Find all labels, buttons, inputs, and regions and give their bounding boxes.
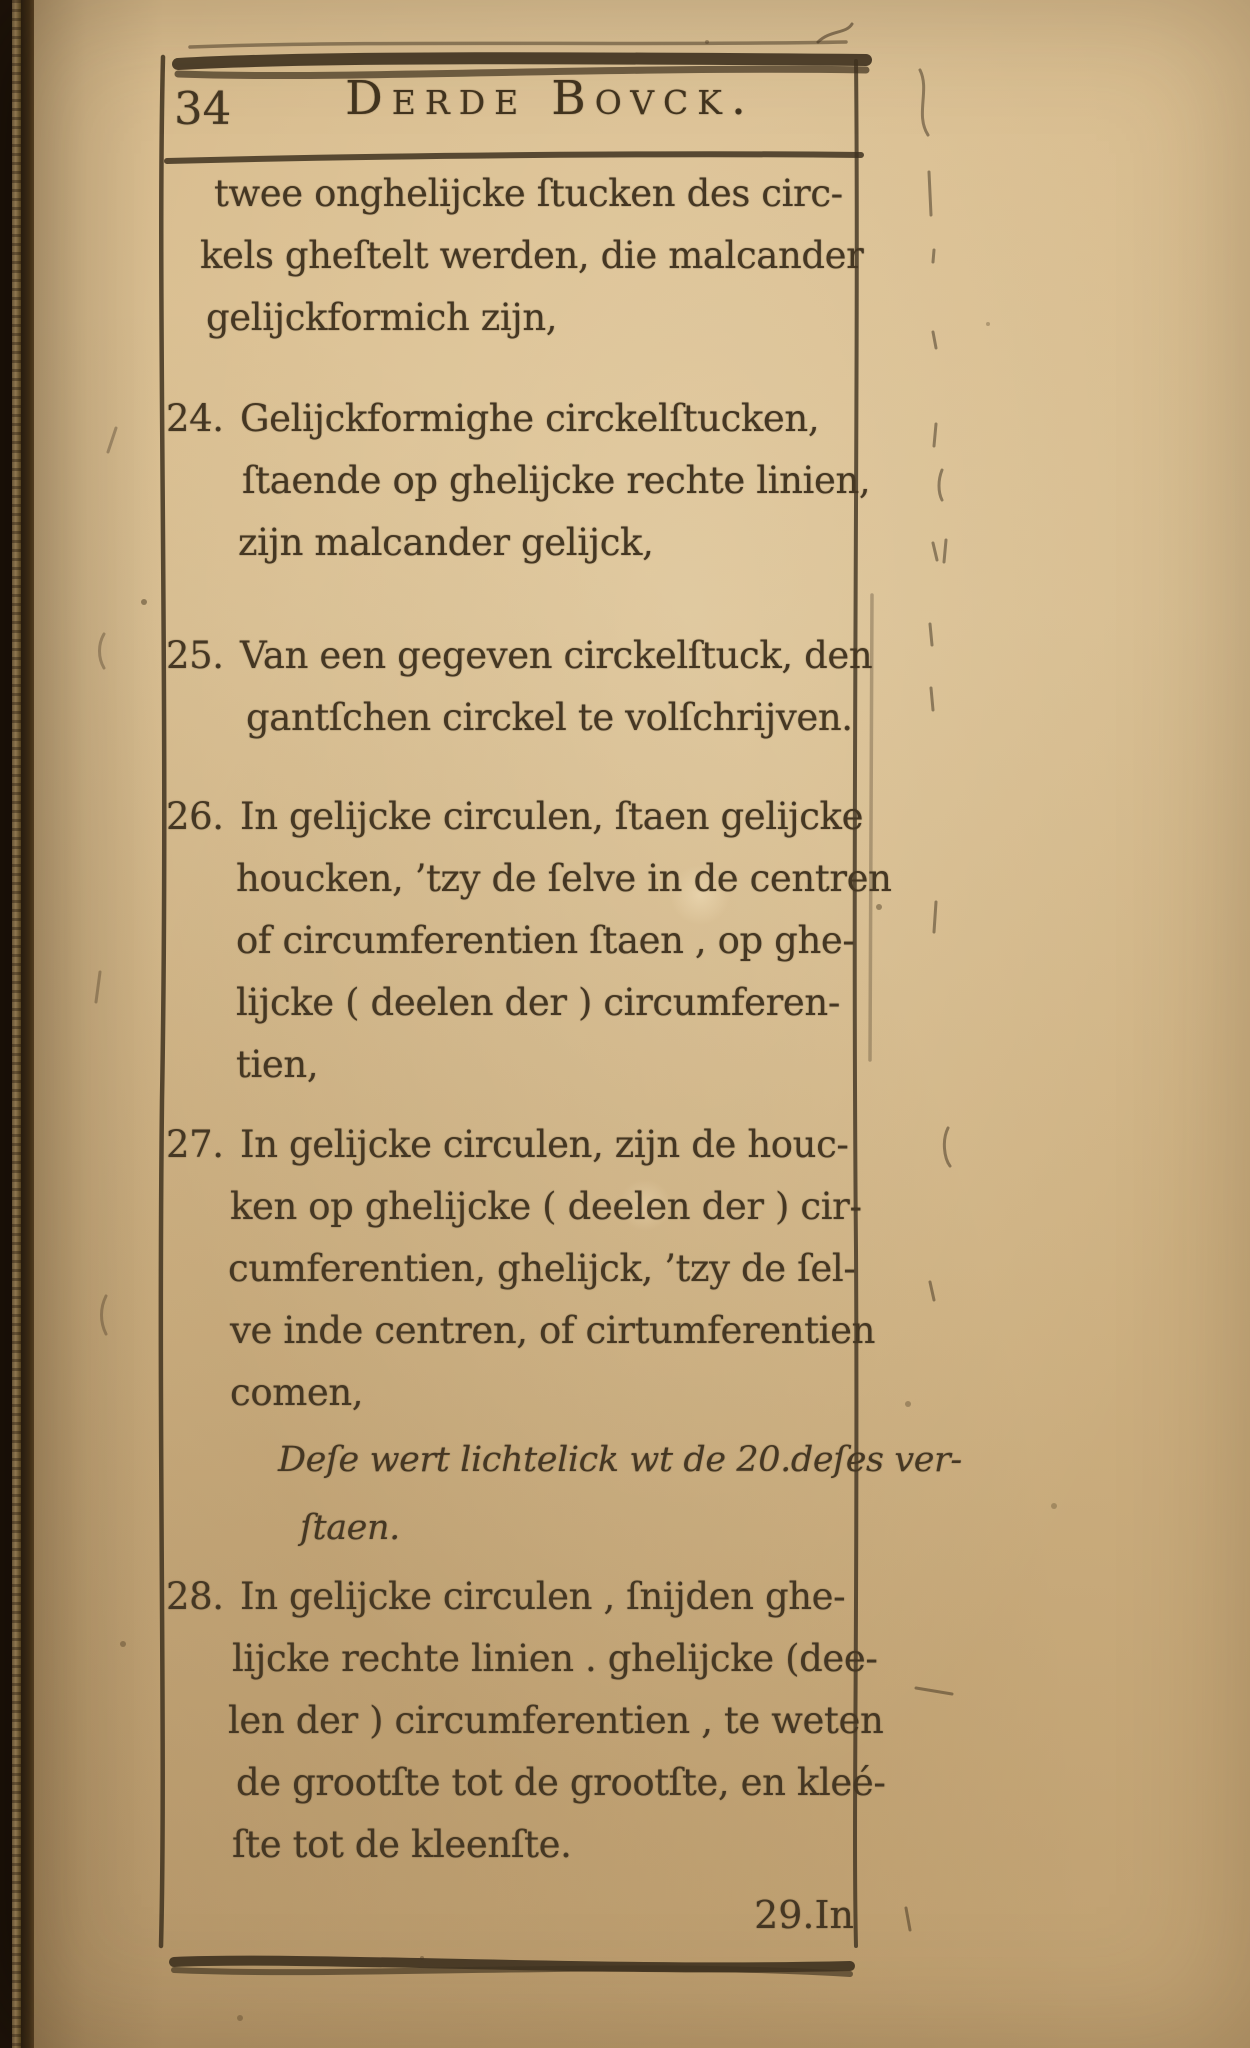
paragraph-number: 27.: [166, 1123, 224, 1166]
text-line: cumferentien, ghelijck, ’tzy de ſel-: [228, 1247, 856, 1290]
margin-mark: [944, 540, 946, 562]
paragraph-25: [166, 625, 876, 749]
text-line: zijn malcander gelijck,: [238, 521, 654, 564]
text-line: de grootſte tot de grootſte, en kleé-: [236, 1761, 886, 1804]
text-line: houcken, ’tzy de ſelve in de centren: [236, 857, 892, 900]
margin-mark: [931, 688, 933, 710]
text-line: ve inde centren, of cirtumferentien: [230, 1309, 876, 1352]
paragraph-continuation: [166, 163, 876, 349]
paper-specks: [0, 0, 4, 4]
text-line: of circumferentien ſtaen , op ghe-: [236, 919, 855, 962]
text-line-text: Van een gegeven circkelſtuck, den: [240, 634, 873, 677]
text-line-text: In gelijcke circulen, zijn de houc-: [240, 1123, 849, 1166]
book-edge-dark-strip: [0, 0, 12, 2048]
text-line: ken op ghelijcke ( deelen der ) cir-: [230, 1185, 862, 1228]
paragraph-number: 25.: [166, 634, 224, 677]
text-line: tien,: [236, 1043, 319, 1086]
text-line: comen,: [230, 1371, 364, 1414]
header-rule: [167, 154, 861, 161]
text-line-text: In gelijcke circulen, ſtaen gelijcke: [240, 795, 864, 838]
page-number: 34: [174, 82, 232, 135]
paragraph-number: 28.: [166, 1575, 224, 1618]
paragraph-26: [166, 786, 892, 1096]
paragraph-number: 24.: [166, 397, 224, 440]
text-line: Deſe wert lichtelick wt de 20.deſes ver-: [278, 1440, 962, 1480]
margin-mark: [930, 1282, 934, 1300]
margin-mark: [934, 424, 936, 446]
text-line: lijcke ( deelen der ) circumferen-: [236, 981, 840, 1024]
text-line: ſtaen.: [300, 1508, 400, 1548]
text-line: [166, 388, 876, 450]
paragraph-27: [166, 1114, 876, 1424]
italic-note: [166, 1426, 962, 1562]
text-line: [166, 786, 876, 848]
text-line: len der ) circumferentien , te weten: [228, 1699, 884, 1742]
margin-mark: [916, 1688, 952, 1694]
top-corner-flourish-mark: [818, 24, 852, 42]
text-line-text: Gelijckformighe circkelſtucken,: [240, 397, 820, 440]
margin-mark: [939, 470, 942, 500]
text-line: lijcke rechte linien . ghelijcke (dee-: [232, 1637, 878, 1680]
paragraph-28: [166, 1566, 886, 1876]
text-line: ſtaende op ghelijcke rechte linien,: [242, 459, 871, 502]
bottom-band-rule: [174, 1961, 850, 1968]
margin-mark: [920, 70, 928, 135]
text-line: [166, 625, 876, 687]
top-thin-wave-rule: [190, 42, 846, 47]
margin-mark: [934, 902, 936, 932]
margin-mark: [906, 1908, 910, 1930]
top-band-rule: [178, 58, 866, 64]
book-edge-shadow-strip: [21, 0, 34, 2048]
margin-mark: [944, 1128, 950, 1166]
text-line: gantſchen circkel te volſchrijven.: [246, 696, 853, 739]
text-line: gelijckformich zijn,: [206, 296, 558, 339]
text-line: ſte tot de kleenſte.: [232, 1823, 572, 1866]
catchword: 29.In: [754, 1893, 854, 1937]
gutter-shadow: [34, 0, 164, 2048]
text-line-text: In gelijcke circulen , ſnijden ghe-: [240, 1575, 846, 1618]
text-line: kels gheſtelt werden, die malcander: [200, 234, 864, 277]
text-line: twee onghelijcke ſtucken des circ-: [214, 172, 843, 215]
margin-mark: [930, 624, 932, 645]
running-title: Derde Bovck.: [345, 71, 755, 126]
text-line: [166, 1114, 876, 1176]
margin-mark: [933, 250, 934, 262]
text-line: [166, 1566, 876, 1628]
book-page-edges-strip: [12, 0, 21, 2048]
margin-mark: [933, 543, 937, 560]
paragraph-number: 26.: [166, 795, 224, 838]
bottom-band-rule-echo: [174, 1968, 850, 1974]
margin-mark: [929, 172, 931, 215]
margin-mark: [933, 332, 936, 348]
paragraph-24: [166, 388, 876, 574]
